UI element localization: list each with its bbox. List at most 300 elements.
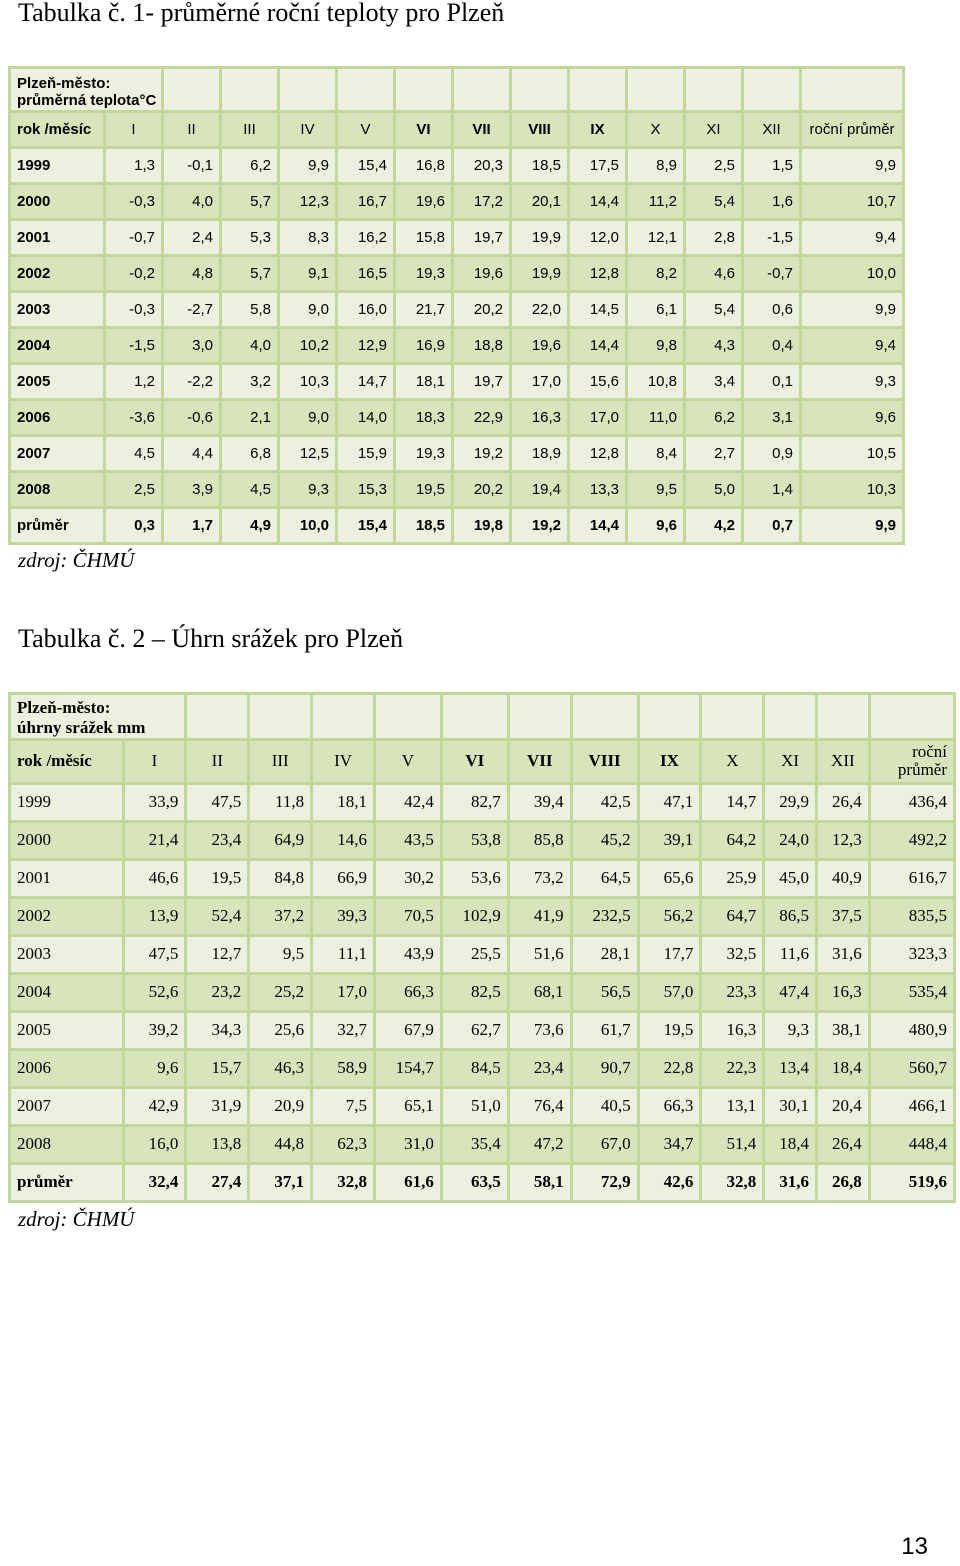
average-value: 4,2 (685, 508, 743, 544)
year-cell: 2000 (10, 184, 105, 220)
value-cell: 9,9 (279, 148, 337, 184)
value-cell: 11,1 (312, 935, 375, 973)
value-cell: 10,3 (279, 364, 337, 400)
value-cell: 1,2 (105, 364, 163, 400)
value-cell: 4,4 (163, 436, 221, 472)
value-cell: 61,7 (571, 1011, 638, 1049)
empty-cell (869, 694, 954, 718)
value-cell: 16,3 (701, 1011, 764, 1049)
value-cell: 67,9 (374, 1011, 441, 1049)
value-cell: 65,1 (374, 1087, 441, 1125)
average-label: průměr (10, 508, 105, 544)
value-cell: 9,0 (279, 400, 337, 436)
average-value: 19,2 (511, 508, 569, 544)
empty-cell (743, 92, 801, 112)
average-value: 18,5 (395, 508, 453, 544)
empty-cell (279, 68, 337, 92)
value-cell: 13,8 (186, 1125, 249, 1163)
value-cell: 14,4 (569, 184, 627, 220)
value-cell: 2,7 (685, 436, 743, 472)
value-cell: 560,7 (869, 1049, 954, 1087)
value-cell: 44,8 (249, 1125, 312, 1163)
value-cell: 1,6 (743, 184, 801, 220)
value-cell: 47,1 (638, 783, 701, 821)
year-cell: 2008 (10, 1125, 124, 1163)
value-cell: 2,5 (105, 472, 163, 508)
value-cell: 19,3 (395, 256, 453, 292)
average-value: 32,8 (312, 1163, 375, 1201)
value-cell: 5,7 (221, 256, 279, 292)
value-cell: 73,6 (508, 1011, 571, 1049)
value-cell: 19,5 (638, 1011, 701, 1049)
value-cell: 835,5 (869, 897, 954, 935)
empty-cell (249, 694, 312, 718)
value-cell: 51,4 (701, 1125, 764, 1163)
value-cell: 19,6 (395, 184, 453, 220)
value-cell: 25,9 (701, 859, 764, 897)
value-cell: 17,2 (453, 184, 511, 220)
value-cell: -2,2 (163, 364, 221, 400)
empty-cell (186, 718, 249, 740)
value-cell: 23,2 (186, 973, 249, 1011)
column-header: VIII (511, 112, 569, 148)
value-cell: 9,4 (801, 328, 904, 364)
value-cell: -0,7 (743, 256, 801, 292)
empty-cell (337, 68, 395, 92)
value-cell: 62,7 (441, 1011, 508, 1049)
average-value: 14,4 (569, 508, 627, 544)
table-row (10, 148, 904, 184)
value-cell: 19,2 (453, 436, 511, 472)
column-header: X (627, 112, 685, 148)
value-cell: 4,0 (221, 328, 279, 364)
empty-cell (627, 68, 685, 92)
precipitation-table (8, 692, 956, 1203)
value-cell: 20,4 (817, 1087, 870, 1125)
value-cell: 1,3 (105, 148, 163, 184)
value-cell: 30,2 (374, 859, 441, 897)
value-cell: 12,0 (569, 220, 627, 256)
table-title-line2: úhrny srážek mm (10, 718, 186, 740)
value-cell: 22,9 (453, 400, 511, 436)
value-cell: 18,4 (817, 1049, 870, 1087)
year-cell: 2001 (10, 859, 124, 897)
value-cell: 39,2 (123, 1011, 186, 1049)
column-header: II (163, 112, 221, 148)
value-cell: 18,5 (511, 148, 569, 184)
value-cell: 86,5 (764, 897, 817, 935)
value-cell: 9,5 (249, 935, 312, 973)
value-cell: 39,4 (508, 783, 571, 821)
value-cell: 9,1 (279, 256, 337, 292)
value-cell: 16,0 (337, 292, 395, 328)
year-cell: 1999 (10, 148, 105, 184)
value-cell: 19,6 (453, 256, 511, 292)
value-cell: 6,8 (221, 436, 279, 472)
value-cell: 11,0 (627, 400, 685, 436)
value-cell: 40,5 (571, 1087, 638, 1125)
year-cell: 2005 (10, 1011, 124, 1049)
value-cell: 57,0 (638, 973, 701, 1011)
average-value: 0,3 (105, 508, 163, 544)
value-cell: 16,2 (337, 220, 395, 256)
value-cell: -2,7 (163, 292, 221, 328)
column-header: III (221, 112, 279, 148)
value-cell: 3,9 (163, 472, 221, 508)
average-value: 9,6 (627, 508, 685, 544)
value-cell: 9,9 (801, 148, 904, 184)
value-cell: 0,9 (743, 436, 801, 472)
year-cell: 1999 (10, 783, 124, 821)
empty-cell (163, 68, 221, 92)
value-cell: 102,9 (441, 897, 508, 935)
value-cell: 17,0 (312, 973, 375, 1011)
table-header-row (10, 112, 904, 148)
value-cell: 16,3 (511, 400, 569, 436)
value-cell: 90,7 (571, 1049, 638, 1087)
table-title-row (10, 92, 904, 112)
value-cell: 47,4 (764, 973, 817, 1011)
column-header: roční průměr (801, 112, 904, 148)
value-cell: 9,4 (801, 220, 904, 256)
value-cell: 22,3 (701, 1049, 764, 1087)
empty-cell (163, 92, 221, 112)
value-cell: 7,5 (312, 1087, 375, 1125)
value-cell: 12,5 (279, 436, 337, 472)
column-header: XII (743, 112, 801, 148)
value-cell: -3,6 (105, 400, 163, 436)
table-row (10, 897, 955, 935)
value-cell: 12,3 (279, 184, 337, 220)
value-cell: 85,8 (508, 821, 571, 859)
value-cell: -0,7 (105, 220, 163, 256)
value-cell: 70,5 (374, 897, 441, 935)
empty-cell (395, 92, 453, 112)
value-cell: 14,4 (569, 328, 627, 364)
empty-cell (453, 92, 511, 112)
value-cell: 1,4 (743, 472, 801, 508)
table-title-row (10, 68, 904, 92)
table2-caption: Tabulka č. 2 – Úhrn srážek pro Plzeň (18, 624, 404, 653)
empty-cell (817, 718, 870, 740)
year-cell: 2000 (10, 821, 124, 859)
value-cell: 13,9 (123, 897, 186, 935)
value-cell: 9,6 (123, 1049, 186, 1087)
value-cell: -0,3 (105, 292, 163, 328)
empty-cell (337, 92, 395, 112)
value-cell: 45,2 (571, 821, 638, 859)
column-header: I (105, 112, 163, 148)
value-cell: 9,3 (764, 1011, 817, 1049)
value-cell: 24,0 (764, 821, 817, 859)
value-cell: 18,1 (312, 783, 375, 821)
average-value: 0,7 (743, 508, 801, 544)
value-cell: 47,2 (508, 1125, 571, 1163)
empty-cell (374, 694, 441, 718)
value-cell: 19,7 (453, 220, 511, 256)
value-cell: 20,3 (453, 148, 511, 184)
value-cell: 3,1 (743, 400, 801, 436)
table-row (10, 973, 955, 1011)
value-cell: 31,0 (374, 1125, 441, 1163)
average-value: 15,4 (337, 508, 395, 544)
value-cell: 20,1 (511, 184, 569, 220)
year-cell: 2002 (10, 256, 105, 292)
value-cell: 23,4 (508, 1049, 571, 1087)
empty-cell (685, 68, 743, 92)
empty-cell (638, 694, 701, 718)
column-header: rok /měsíc (10, 112, 105, 148)
empty-cell (571, 694, 638, 718)
table-row (10, 436, 904, 472)
value-cell: 616,7 (869, 859, 954, 897)
value-cell: 4,6 (685, 256, 743, 292)
value-cell: 18,8 (453, 328, 511, 364)
value-cell: 37,2 (249, 897, 312, 935)
value-cell: 5,8 (221, 292, 279, 328)
average-value: 27,4 (186, 1163, 249, 1201)
value-cell: 9,5 (627, 472, 685, 508)
value-cell: 39,3 (312, 897, 375, 935)
table-title-line1: Plzeň-město: (10, 694, 186, 718)
value-cell: 14,7 (701, 783, 764, 821)
value-cell: -0,1 (163, 148, 221, 184)
average-row (10, 508, 904, 544)
value-cell: 154,7 (374, 1049, 441, 1087)
empty-cell (764, 694, 817, 718)
empty-cell (743, 68, 801, 92)
value-cell: 436,4 (869, 783, 954, 821)
table-row (10, 1011, 955, 1049)
value-cell: 492,2 (869, 821, 954, 859)
average-value: 72,9 (571, 1163, 638, 1201)
value-cell: 13,3 (569, 472, 627, 508)
value-cell: 12,3 (817, 821, 870, 859)
value-cell: 4,0 (163, 184, 221, 220)
column-header: IX (569, 112, 627, 148)
value-cell: 38,1 (817, 1011, 870, 1049)
value-cell: 34,3 (186, 1011, 249, 1049)
average-value: 58,1 (508, 1163, 571, 1201)
table-row (10, 400, 904, 436)
value-cell: 19,4 (511, 472, 569, 508)
column-header: IV (279, 112, 337, 148)
value-cell: 5,3 (221, 220, 279, 256)
average-value: 9,9 (801, 508, 904, 544)
value-cell: 5,4 (685, 292, 743, 328)
value-cell: 448,4 (869, 1125, 954, 1163)
value-cell: 46,6 (123, 859, 186, 897)
value-cell: 68,1 (508, 973, 571, 1011)
value-cell: 66,9 (312, 859, 375, 897)
empty-cell (249, 718, 312, 740)
value-cell: 9,9 (801, 292, 904, 328)
value-cell: 9,3 (801, 364, 904, 400)
average-value: 61,6 (374, 1163, 441, 1201)
average-value: 32,4 (123, 1163, 186, 1201)
value-cell: 15,9 (337, 436, 395, 472)
table-row (10, 821, 955, 859)
value-cell: 16,9 (395, 328, 453, 364)
value-cell: 82,5 (441, 973, 508, 1011)
empty-cell (511, 92, 569, 112)
table-title-row (10, 718, 955, 740)
value-cell: 19,5 (186, 859, 249, 897)
value-cell: 62,3 (312, 1125, 375, 1163)
average-value: 32,8 (701, 1163, 764, 1201)
value-cell: 9,0 (279, 292, 337, 328)
value-cell: 18,4 (764, 1125, 817, 1163)
table-row (10, 935, 955, 973)
column-header: XI (764, 739, 817, 783)
empty-cell (441, 718, 508, 740)
value-cell: 3,4 (685, 364, 743, 400)
value-cell: 20,2 (453, 292, 511, 328)
value-cell: 82,7 (441, 783, 508, 821)
value-cell: 26,4 (817, 783, 870, 821)
year-cell: 2005 (10, 364, 105, 400)
value-cell: 323,3 (869, 935, 954, 973)
value-cell: 46,3 (249, 1049, 312, 1087)
value-cell: 2,1 (221, 400, 279, 436)
average-value: 26,8 (817, 1163, 870, 1201)
value-cell: 12,9 (337, 328, 395, 364)
value-cell: 8,3 (279, 220, 337, 256)
value-cell: 2,4 (163, 220, 221, 256)
average-value: 37,1 (249, 1163, 312, 1201)
value-cell: 18,9 (511, 436, 569, 472)
empty-cell (312, 694, 375, 718)
table1-source: zdroj: ČHMÚ (18, 548, 135, 572)
value-cell: 10,8 (627, 364, 685, 400)
value-cell: 21,7 (395, 292, 453, 328)
value-cell: 67,0 (571, 1125, 638, 1163)
value-cell: 23,3 (701, 973, 764, 1011)
value-cell: -0,6 (163, 400, 221, 436)
average-value: 1,7 (163, 508, 221, 544)
value-cell: 32,5 (701, 935, 764, 973)
column-header: V (374, 739, 441, 783)
value-cell: 0,6 (743, 292, 801, 328)
column-header: III (249, 739, 312, 783)
empty-cell (221, 92, 279, 112)
column-header: VIII (571, 739, 638, 783)
column-header: VI (441, 739, 508, 783)
empty-cell (638, 718, 701, 740)
value-cell: 14,0 (337, 400, 395, 436)
column-header: VI (395, 112, 453, 148)
value-cell: 16,8 (395, 148, 453, 184)
value-cell: 3,0 (163, 328, 221, 364)
column-header: V (337, 112, 395, 148)
table-row (10, 328, 904, 364)
value-cell: 10,7 (801, 184, 904, 220)
table-title-line2: průměrná teplota°C (10, 92, 163, 112)
year-cell: 2007 (10, 1087, 124, 1125)
empty-cell (869, 718, 954, 740)
empty-cell (569, 92, 627, 112)
value-cell: 73,2 (508, 859, 571, 897)
year-cell: 2006 (10, 400, 105, 436)
table-row (10, 1049, 955, 1087)
value-cell: 9,6 (801, 400, 904, 436)
value-cell: 17,5 (569, 148, 627, 184)
empty-cell (508, 718, 571, 740)
column-header: VII (453, 112, 511, 148)
value-cell: 22,8 (638, 1049, 701, 1087)
empty-cell (441, 694, 508, 718)
average-value: 63,5 (441, 1163, 508, 1201)
value-cell: 25,5 (441, 935, 508, 973)
empty-cell (685, 92, 743, 112)
average-value: 19,8 (453, 508, 511, 544)
value-cell: 19,9 (511, 220, 569, 256)
value-cell: 480,9 (869, 1011, 954, 1049)
year-cell: 2003 (10, 292, 105, 328)
column-header: X (701, 739, 764, 783)
value-cell: 28,1 (571, 935, 638, 973)
table-row (10, 184, 904, 220)
value-cell: 9,3 (279, 472, 337, 508)
value-cell: 14,7 (337, 364, 395, 400)
empty-cell (801, 92, 904, 112)
average-value: 519,6 (869, 1163, 954, 1201)
value-cell: 21,4 (123, 821, 186, 859)
value-cell: 12,1 (627, 220, 685, 256)
value-cell: 31,9 (186, 1087, 249, 1125)
value-cell: 10,2 (279, 328, 337, 364)
value-cell: 42,5 (571, 783, 638, 821)
year-cell: 2006 (10, 1049, 124, 1087)
value-cell: 52,6 (123, 973, 186, 1011)
year-cell: 2004 (10, 973, 124, 1011)
value-cell: 4,5 (105, 436, 163, 472)
value-cell: 535,4 (869, 973, 954, 1011)
value-cell: 5,0 (685, 472, 743, 508)
column-header: XII (817, 739, 870, 783)
table-row (10, 292, 904, 328)
value-cell: 52,4 (186, 897, 249, 935)
value-cell: 18,1 (395, 364, 453, 400)
value-cell: 6,1 (627, 292, 685, 328)
value-cell: 9,8 (627, 328, 685, 364)
value-cell: 53,8 (441, 821, 508, 859)
column-header: VII (508, 739, 571, 783)
value-cell: 16,3 (817, 973, 870, 1011)
value-cell: 66,3 (638, 1087, 701, 1125)
value-cell: 31,6 (817, 935, 870, 973)
value-cell: 66,3 (374, 973, 441, 1011)
value-cell: -0,2 (105, 256, 163, 292)
value-cell: 64,2 (701, 821, 764, 859)
value-cell: 19,6 (511, 328, 569, 364)
value-cell: 19,7 (453, 364, 511, 400)
table-title-row (10, 694, 955, 718)
year-cell: 2004 (10, 328, 105, 364)
table-row (10, 364, 904, 400)
value-cell: 8,9 (627, 148, 685, 184)
value-cell: 5,4 (685, 184, 743, 220)
value-cell: 64,7 (701, 897, 764, 935)
value-cell: 3,2 (221, 364, 279, 400)
value-cell: 17,0 (569, 400, 627, 436)
value-cell: 64,5 (571, 859, 638, 897)
value-cell: 19,9 (511, 256, 569, 292)
value-cell: -1,5 (743, 220, 801, 256)
empty-cell (701, 718, 764, 740)
value-cell: 2,5 (685, 148, 743, 184)
empty-cell (569, 68, 627, 92)
